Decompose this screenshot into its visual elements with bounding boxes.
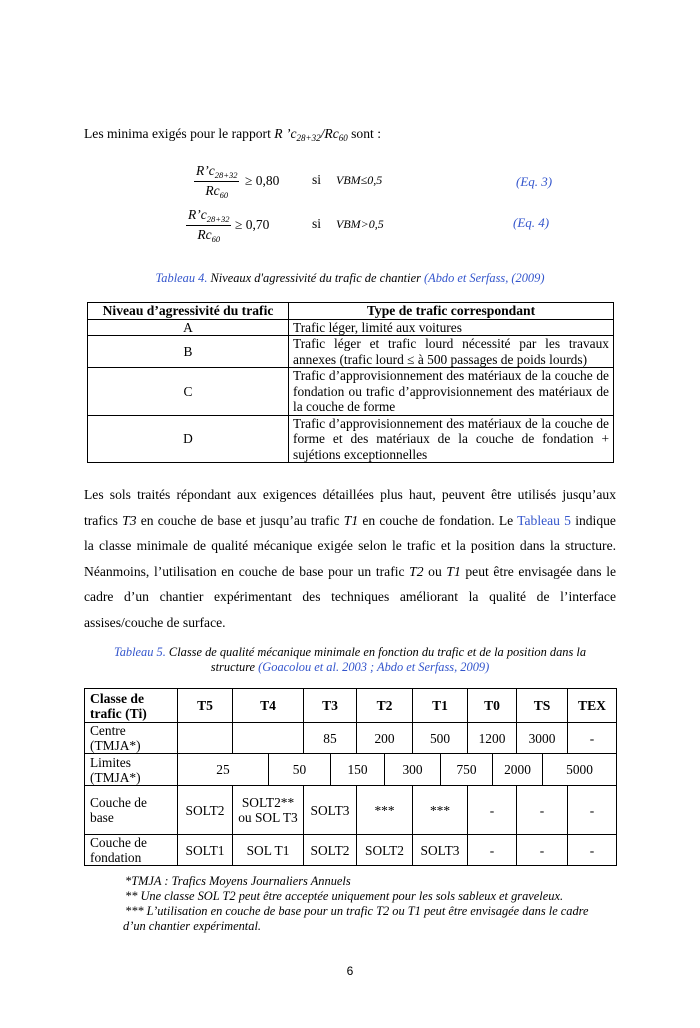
traffic-class: T1 [413,689,468,723]
ratio-denominator: /Rc [320,126,339,141]
table5-header-label: Classe de trafic (Ti) [85,689,178,723]
traffic-class: T4 [233,689,304,723]
equation-4 [0,207,700,247]
equation-si: si [312,172,322,187]
table4-level: B [88,336,289,368]
table5-caption-text: Classe de qualité mécanique minimale en fonction du trafic et de la position dans la [165,645,587,659]
intro-text-end: sont : [347,126,381,141]
row-label-base: Couche de base [85,786,178,835]
fondation-class: SOLT1 [178,835,233,866]
base-class: - [517,786,568,835]
table5-soil-quality-class [84,688,617,866]
base-class: SOLT2** ou SOL T3 [233,786,304,835]
fondation-class: - [517,835,568,866]
row-label-fondation: Couche de fondation [85,835,178,866]
paragraph-line: cadre d’un chantier expérimentant des techniques améliorant la qualité de l’interface [84,589,616,604]
table-row [85,786,617,835]
table4-type: Trafic léger et trafic lourd nécessité par les travaux annexes (trafic lourd ≤ à 500 passages de poids lourds) [289,336,614,368]
table4-header-row [88,303,614,320]
base-class: *** [413,786,468,835]
centre-value [233,723,304,754]
row-label-centre: Centre (TMJA*) [85,723,178,754]
table4-header-type: Type de trafic correspondant [289,303,614,320]
paragraph-line: Néanmoins, l’utilisation en couche de base pour un trafic T2 ou T1 peut être envisagée dans le [84,563,616,579]
limit-value: 50 [269,754,331,786]
limit-value: 150 [331,754,385,786]
table5-caption-ref[interactable]: Tableau 5. [113,645,166,659]
table5-footnotes [125,874,620,934]
equation-si: si [312,216,322,231]
table-row [88,319,614,336]
limit-value: 5000 [543,754,617,786]
footnote: ** Une classe SOL T2 peut être acceptée uniquement pour les sols sableux et graveleux. [125,889,564,903]
limit-value: 300 [385,754,441,786]
paragraph-line: trafics T3 en couche de base et jusqu’au trafic T1 en couche de fondation. Le Tableau 5 indique [84,512,616,528]
ratio-subscript: 28+32 [296,133,321,143]
ratio-symbol: R ’c [274,126,297,141]
table-row [88,415,614,463]
equation-fraction [186,207,231,244]
equation-condition: VBM≤0,5 [336,173,383,187]
table4-type: Trafic léger, limité aux voitures [289,319,614,336]
table4-caption-ref[interactable]: Tableau 4. [155,271,208,285]
limit-value: 750 [441,754,493,786]
centre-value: - [568,723,617,754]
body-paragraph [84,482,616,635]
base-class: SOLT3 [304,786,357,835]
centre-value: 3000 [517,723,568,754]
table4-level: A [88,319,289,336]
row-label-limites: Limites (TMJA*) [85,754,178,786]
fondation-class: SOLT3 [413,835,468,866]
footnote: *TMJA : Trafics Moyens Journaliers Annuels [125,874,351,888]
table-row [85,754,617,786]
base-class: *** [357,786,413,835]
fraction-denominator: $Rc_{60}$ [205,183,229,200]
table-row [85,835,617,866]
traffic-class: TS [517,689,568,723]
table4-level: C [88,368,289,416]
fondation-class: SOL T1 [233,835,304,866]
fondation-class: - [468,835,517,866]
equation-label[interactable]: (Eq. 4) [513,215,550,230]
ratio-subscript-2: 60 [338,133,348,143]
fondation-class: - [568,835,617,866]
base-class: - [468,786,517,835]
table4-type: Trafic d’approvisionnement des matériaux de la couche de forme et des matériaux de la couche de fondation + sujétions exceptionnelles [289,415,614,463]
paragraph-line: assises/couche de surface. [84,614,226,630]
intro-sentence [84,126,381,143]
equation-relation: ≥ 0,80 [245,173,280,188]
equation-fraction [194,163,239,200]
table4-level: D [88,415,289,463]
fondation-class: SOLT2 [304,835,357,866]
paragraph-line: Les sols traités répondant aux exigences détaillées plus haut, peuvent être utilisés jusqu’aux [84,487,616,502]
footnote-continuation: d’un chantier expérimental. [123,919,261,933]
table-row [85,723,617,754]
traffic-class: TEX [568,689,617,723]
centre-value: 1200 [468,723,517,754]
table5-header-row [85,689,617,723]
table4-type: Trafic d’approvisionnement des matériaux de la couche de fondation ou trafic d’approvisionnement des matériaux de la couche de forme [289,368,614,416]
page-number: 6 [346,964,354,978]
table4-traffic-aggressiveness [87,302,614,463]
base-class: SOLT2 [178,786,233,835]
equation-relation: ≥ 0,70 [235,217,270,232]
traffic-class: T2 [357,689,413,723]
traffic-class: T3 [304,689,357,723]
fraction-numerator: $R’c_{28+32}$ [188,207,230,224]
table-row [88,368,614,416]
paragraph-line: la classe minimale de qualité mécanique exigée selon le trafic et la position dans la structure. [84,538,616,553]
centre-value: 500 [413,723,468,754]
table5-citation-link[interactable]: (Goacolou et al. 2003 ; Abdo et Serfass, 2009) [258,660,490,674]
table4-caption-text: Niveaux d'agressivité du trafic de chantier [207,271,424,285]
limit-value: 25 [178,754,269,786]
intro-text: Les minima exigés pour le rapport [84,126,275,141]
traffic-class: T0 [468,689,517,723]
equation-label[interactable]: (Eq. 3) [516,174,553,189]
equation-3 [0,163,700,203]
centre-value: 200 [357,723,413,754]
fondation-class: SOLT2 [357,835,413,866]
table4-citation-link[interactable]: (Abdo et Serfass, (2009) [424,271,545,285]
tableau5-link[interactable]: Tableau 5 [517,512,571,528]
centre-value [178,723,233,754]
table5-caption [84,645,616,675]
base-class: - [568,786,617,835]
table-row [88,336,614,368]
centre-value: 85 [304,723,357,754]
traffic-class: T5 [178,689,233,723]
table4-caption [0,271,700,286]
table4-header-level: Niveau d’agressivité du trafic [88,303,289,320]
fraction-denominator: $Rc_{60}$ [197,227,221,244]
fraction-numerator: $R’c_{28+32}$ [196,163,238,180]
equation-condition: VBM>0,5 [336,217,384,231]
table5-caption-text-2: structure [210,660,259,674]
footnote: *** L’utilisation en couche de base pour un trafic T2 ou T1 peut être envisagée dans le cadre [125,904,589,918]
limit-value: 2000 [493,754,543,786]
